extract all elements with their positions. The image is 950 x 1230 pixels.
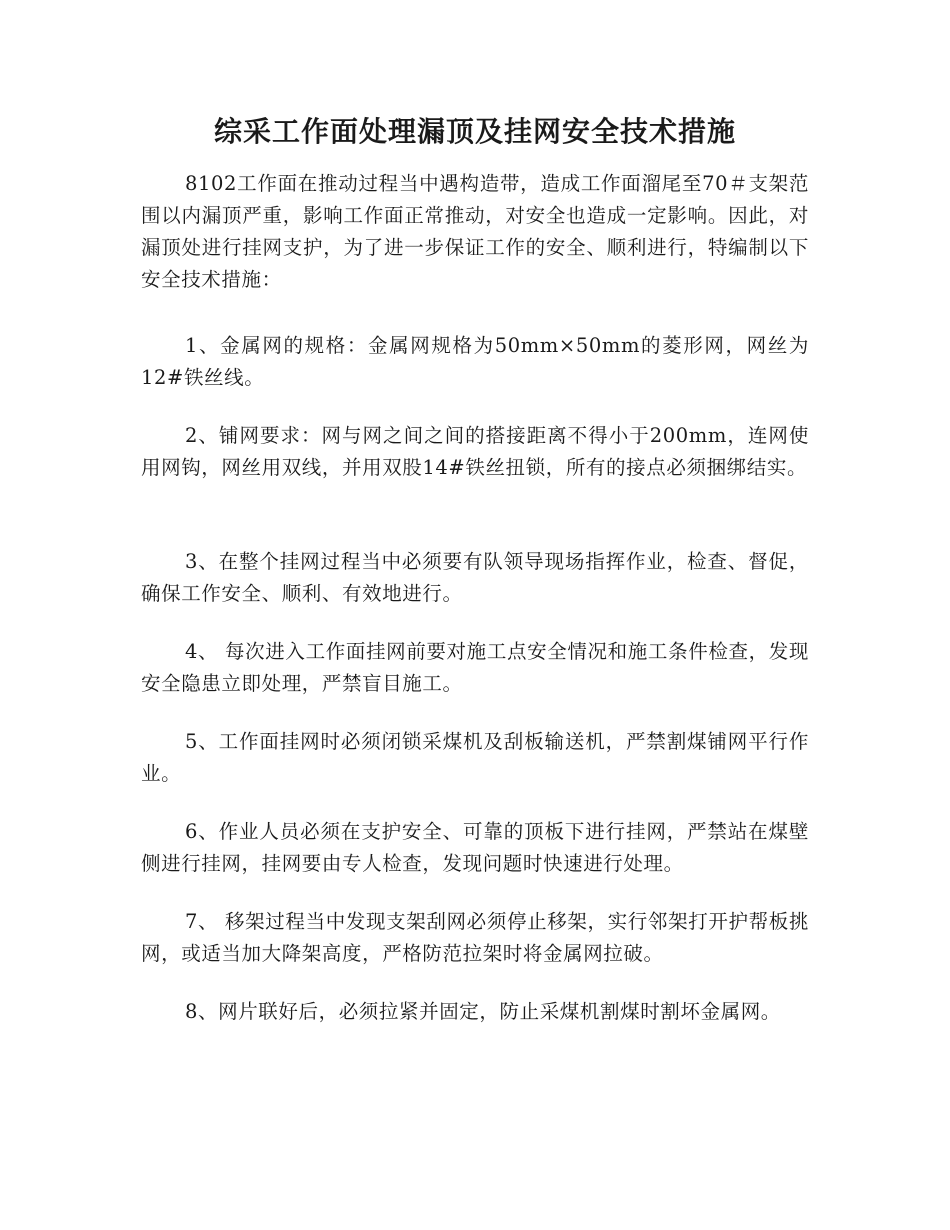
measure-item-8: 8、网片联好后，必须拉紧并固定，防止采煤机割煤时割坏金属网。 (185, 1000, 781, 1023)
measure-item-5: 5、工作面挂网时必须闭锁采煤机及刮板输送机，严禁割煤铺网平行作业。 (141, 730, 809, 785)
measure-item-4: 4、 每次进入工作面挂网前要对施工点安全情况和施工条件检查，发现安全隐患立即处理，严禁盲目施工。 (141, 640, 809, 695)
measure-item-3: 3、在整个挂网过程当中必须要有队领导现场指挥作业，检查、督促，确保工作安全、顺利、有效地进行。 (141, 550, 809, 605)
document-title: 综采工作面处理漏顶及挂网安全技术措施 (213, 115, 736, 148)
measure-item-6: 6、作业人员必须在支护安全、可靠的顶板下进行挂网，严禁站在煤壁侧进行挂网，挂网要由专人检查，发现问题时快速进行处理。 (141, 820, 809, 875)
measure-item-7: 7、 移架过程当中发现支架刮网必须停止移架，实行邻架打开护帮板挑网，或适当加大降架高度，严格防范拉架时将金属网拉破。 (141, 910, 809, 965)
intro-paragraph: 8102工作面在推动过程当中遇构造带，造成工作面溜尾至70＃支架范围以内漏顶严重，影响工作面正常推动，对安全也造成一定影响。因此，对漏顶处进行挂网支护，为了进一步保证工作的安全、顺利进行，特编制以下安全技术措施： (141, 172, 809, 291)
measure-item-1: 1、金属网的规格：金属网规格为50mm×50mm的菱形网，网丝为12#铁丝线。 (141, 334, 809, 389)
measure-item-2: 2、铺网要求：网与网之间之间的搭接距离不得小于200mm，连网使用网钩，网丝用双线，并用双股14#铁丝扭锁，所有的接点必须捆绑结实。 (141, 424, 809, 479)
